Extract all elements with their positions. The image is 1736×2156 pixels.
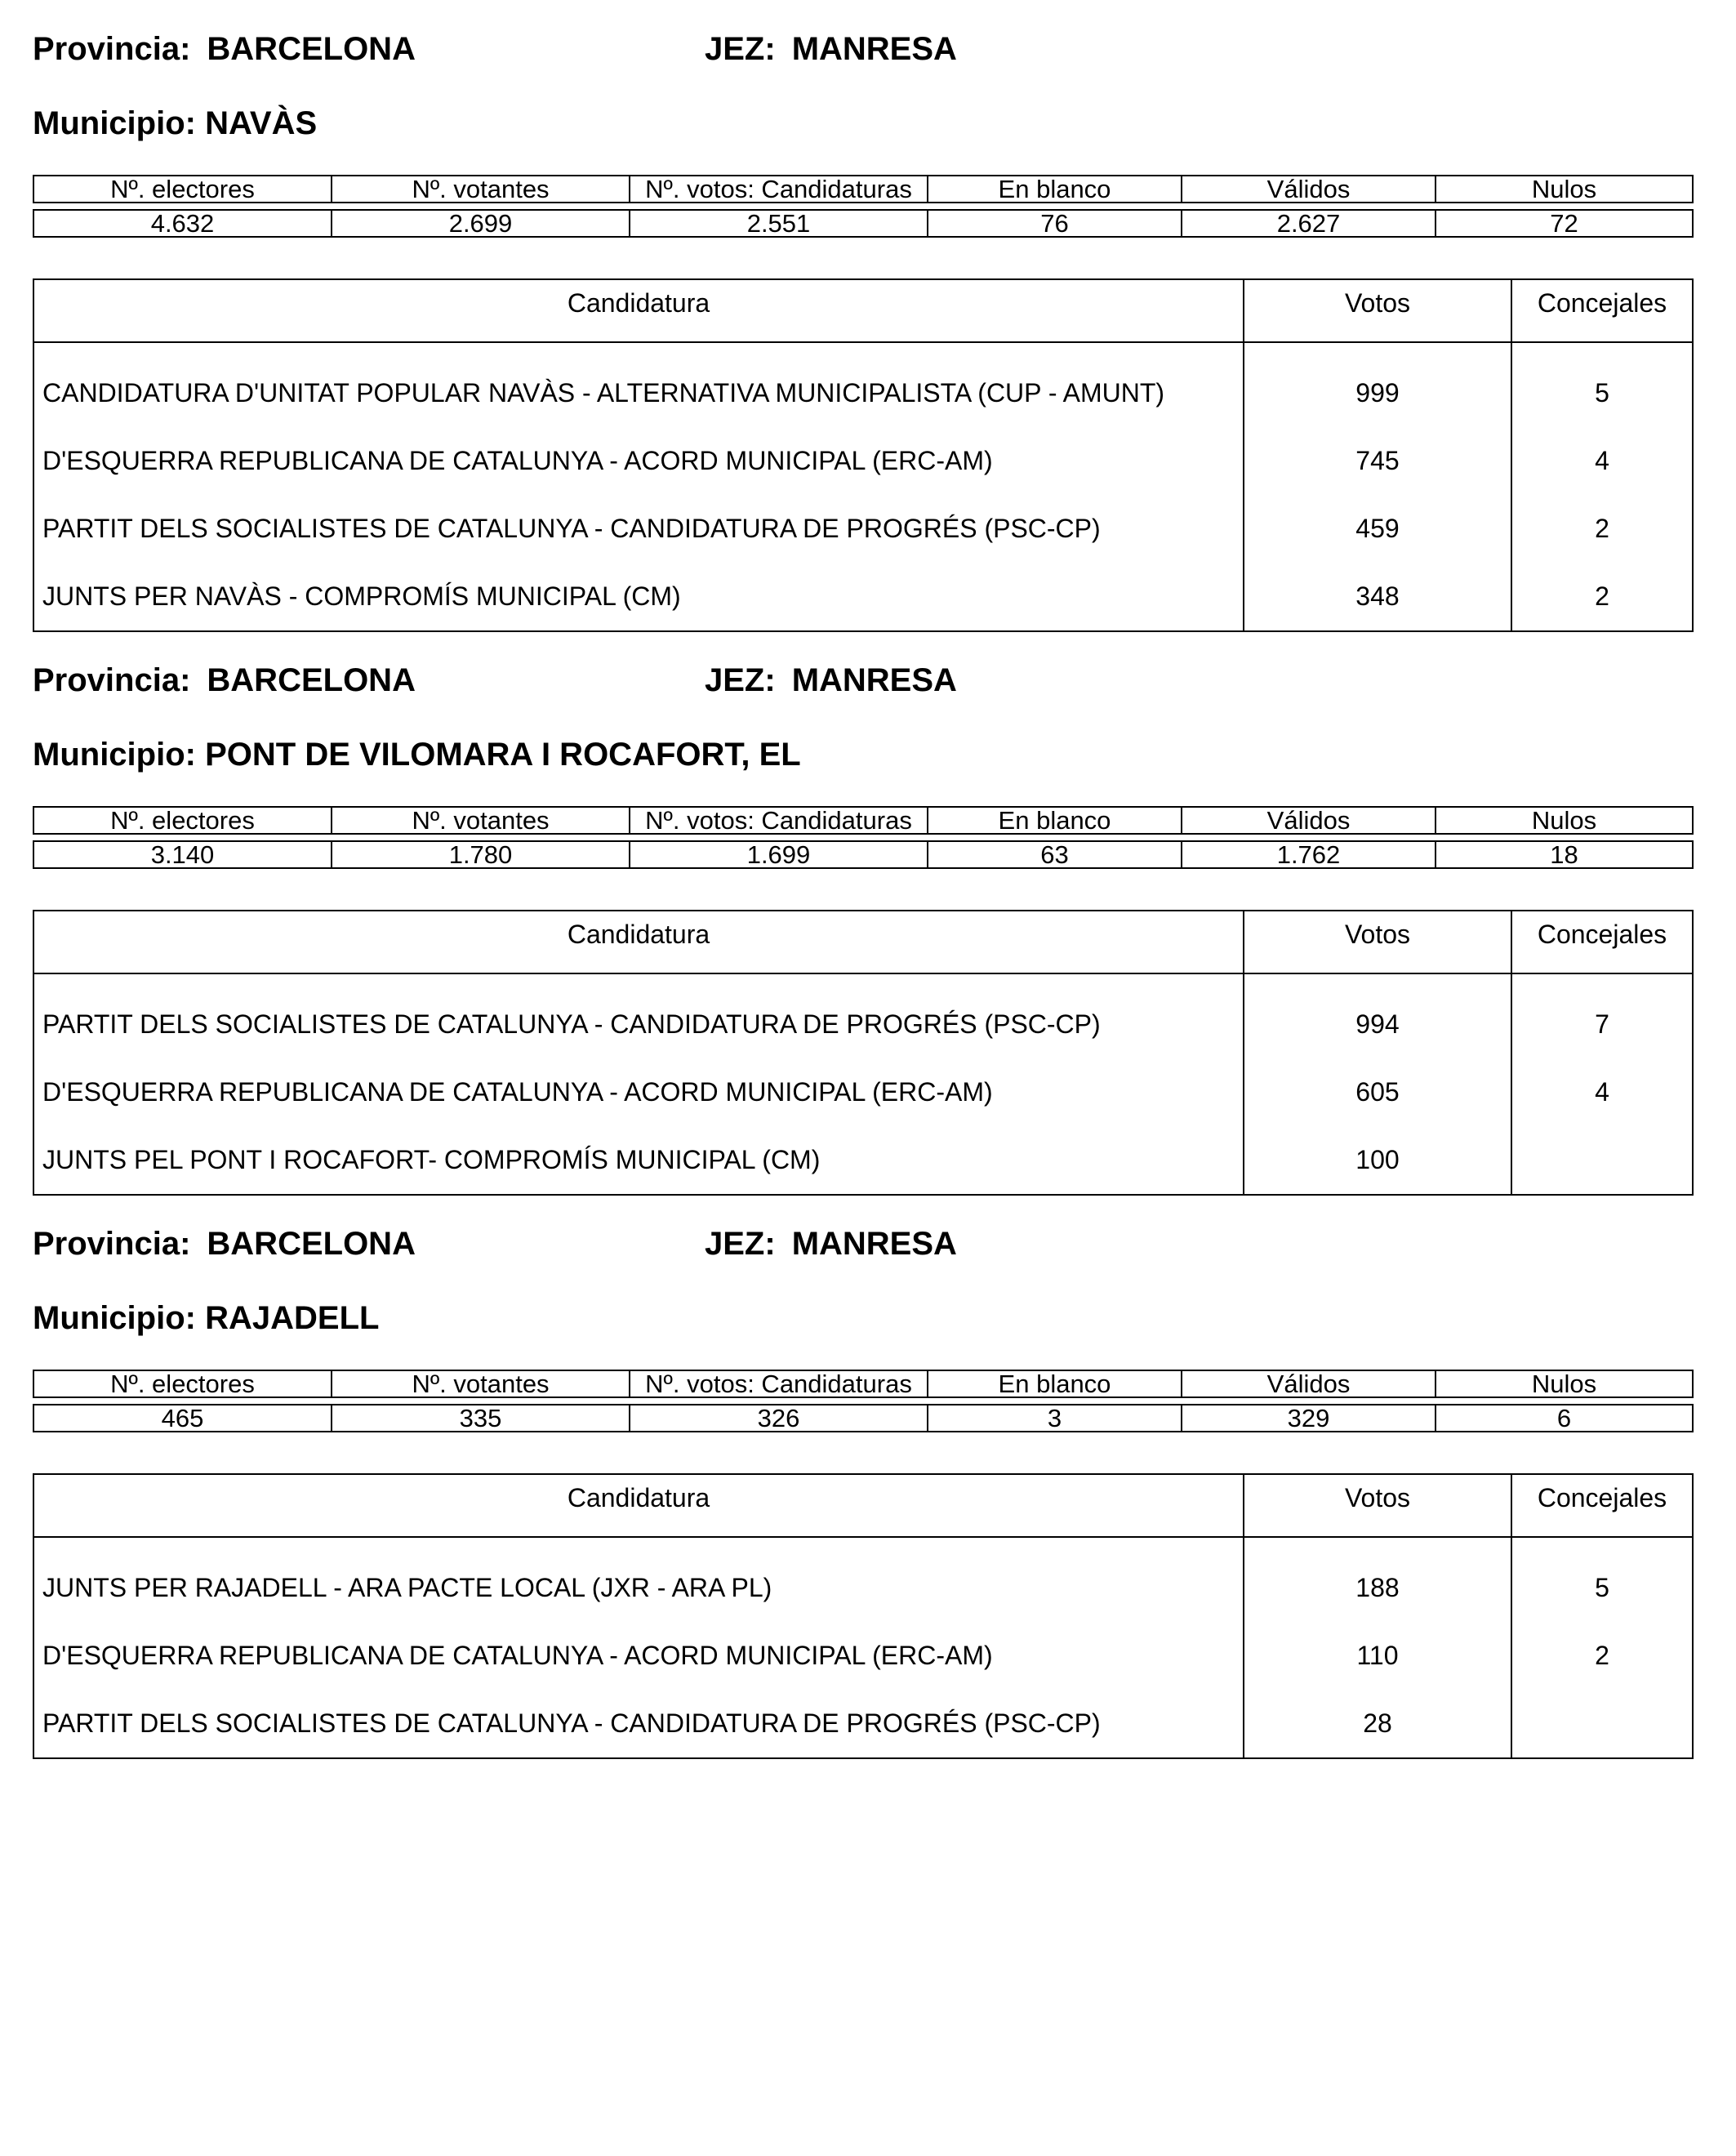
stats-value-nulos: 72 [1436, 210, 1693, 237]
jez-label: JEZ: [705, 662, 776, 698]
municipio-label: Municipio: [33, 105, 196, 141]
stats-header-electores: Nº. electores [33, 176, 332, 203]
stats-header-votantes: Nº. votantes [332, 1370, 630, 1397]
stats-header-validos: Válidos [1182, 807, 1436, 834]
stats-header-en-blanco: En blanco [928, 176, 1182, 203]
candidature-votos: 999 [1244, 342, 1511, 427]
candidatures-table [33, 910, 1694, 1196]
municipio-value: PONT DE VILOMARA I ROCAFORT, EL [205, 737, 801, 773]
stats-header-votos-candidaturas: Nº. votos: Candidaturas [630, 807, 928, 834]
candidatures-table [33, 278, 1694, 632]
candidature-row [33, 973, 1693, 1058]
candidature-votos: 28 [1244, 1690, 1511, 1758]
candidature-row [33, 495, 1693, 563]
candidatures-table [33, 1473, 1694, 1759]
jez-value: MANRESA [791, 31, 957, 67]
candidature-name: JUNTS PER NAVÀS - COMPROMÍS MUNICIPAL (CM) [33, 563, 1244, 631]
stats-header-votantes: Nº. votantes [332, 807, 630, 834]
stats-value-en-blanco: 63 [928, 841, 1182, 868]
stats-header-table [33, 806, 1694, 835]
stats-header-table [33, 175, 1694, 203]
jez-value: MANRESA [791, 1226, 957, 1262]
candidature-name: JUNTS PEL PONT I ROCAFORT- COMPROMÍS MUNICIPAL (CM) [33, 1126, 1244, 1195]
stats-header-en-blanco: En blanco [928, 1370, 1182, 1397]
stats-value-validos: 2.627 [1182, 210, 1436, 237]
stats-header-validos: Válidos [1182, 176, 1436, 203]
municipio-line [33, 1302, 379, 1334]
candidature-concejales: 5 [1511, 1537, 1693, 1622]
candidature-row [33, 1690, 1693, 1758]
jez-line [705, 664, 957, 697]
candidature-name: PARTIT DELS SOCIALISTES DE CATALUNYA - CANDIDATURA DE PROGRÉS (PSC-CP) [33, 495, 1244, 563]
jez-line [705, 1227, 957, 1260]
stats-values-table [33, 209, 1694, 238]
municipio-label: Municipio: [33, 1300, 196, 1336]
cand-header-candidatura: Candidatura [33, 279, 1244, 342]
candidature-votos: 348 [1244, 563, 1511, 631]
cand-header-concejales: Concejales [1511, 911, 1693, 973]
stats-value-en-blanco: 76 [928, 210, 1182, 237]
municipio-value: NAVÀS [205, 105, 318, 141]
candidature-votos: 188 [1244, 1537, 1511, 1622]
stats-value-votos-candidaturas: 1.699 [630, 841, 928, 868]
cand-header-candidatura: Candidatura [33, 911, 1244, 973]
candidature-name: D'ESQUERRA REPUBLICANA DE CATALUNYA - ACORD MUNICIPAL (ERC-AM) [33, 427, 1244, 495]
candidature-concejales: 2 [1511, 495, 1693, 563]
candidature-row [33, 1537, 1693, 1622]
jez-value: MANRESA [791, 662, 957, 698]
candidature-concejales: 4 [1511, 1058, 1693, 1126]
candidature-name: D'ESQUERRA REPUBLICANA DE CATALUNYA - ACORD MUNICIPAL (ERC-AM) [33, 1058, 1244, 1126]
stats-value-votos-candidaturas: 326 [630, 1405, 928, 1432]
municipio-value: RAJADELL [205, 1300, 380, 1336]
candidature-concejales: 7 [1511, 973, 1693, 1058]
candidature-row [33, 1058, 1693, 1126]
candidature-concejales [1511, 1126, 1693, 1195]
stats-value-votantes: 335 [332, 1405, 630, 1432]
municipio-line [33, 738, 801, 771]
candidature-name: JUNTS PER RAJADELL - ARA PACTE LOCAL (JXR - ARA PL) [33, 1537, 1244, 1622]
candidature-votos: 994 [1244, 973, 1511, 1058]
candidature-row [33, 427, 1693, 495]
candidature-concejales: 5 [1511, 342, 1693, 427]
candidature-row [33, 342, 1693, 427]
candidature-row [33, 563, 1693, 631]
candidature-votos: 100 [1244, 1126, 1511, 1195]
provincia-label: Provincia: [33, 662, 191, 698]
cand-header-concejales: Concejales [1511, 1474, 1693, 1537]
candidature-votos: 459 [1244, 495, 1511, 563]
provincia-value: BARCELONA [207, 1226, 416, 1262]
candidature-concejales: 2 [1511, 1622, 1693, 1690]
candidature-concejales: 2 [1511, 563, 1693, 631]
candidature-name: PARTIT DELS SOCIALISTES DE CATALUNYA - CANDIDATURA DE PROGRÉS (PSC-CP) [33, 973, 1244, 1058]
candidature-row [33, 1622, 1693, 1690]
candidature-concejales: 4 [1511, 427, 1693, 495]
cand-header-votos: Votos [1244, 911, 1511, 973]
stats-value-nulos: 18 [1436, 841, 1693, 868]
stats-header-en-blanco: En blanco [928, 807, 1182, 834]
candidature-name: D'ESQUERRA REPUBLICANA DE CATALUNYA - ACORD MUNICIPAL (ERC-AM) [33, 1622, 1244, 1690]
candidature-concejales [1511, 1690, 1693, 1758]
municipio-line [33, 107, 317, 140]
cand-header-votos: Votos [1244, 1474, 1511, 1537]
jez-line [705, 33, 957, 65]
candidature-votos: 110 [1244, 1622, 1511, 1690]
cand-header-votos: Votos [1244, 279, 1511, 342]
stats-value-electores: 4.632 [33, 210, 332, 237]
provincia-value: BARCELONA [207, 662, 416, 698]
provincia-label: Provincia: [33, 31, 191, 67]
cand-header-concejales: Concejales [1511, 279, 1693, 342]
stats-value-electores: 465 [33, 1405, 332, 1432]
candidature-votos: 745 [1244, 427, 1511, 495]
candidature-row [33, 1126, 1693, 1195]
candidature-name: PARTIT DELS SOCIALISTES DE CATALUNYA - CANDIDATURA DE PROGRÉS (PSC-CP) [33, 1690, 1244, 1758]
stats-values-table [33, 840, 1694, 869]
stats-header-nulos: Nulos [1436, 807, 1693, 834]
stats-value-validos: 1.762 [1182, 841, 1436, 868]
provincia-label: Provincia: [33, 1226, 191, 1262]
provincia-line [33, 664, 416, 697]
stats-value-validos: 329 [1182, 1405, 1436, 1432]
candidature-votos: 605 [1244, 1058, 1511, 1126]
cand-header-candidatura: Candidatura [33, 1474, 1244, 1537]
candidature-name: CANDIDATURA D'UNITAT POPULAR NAVÀS - ALTERNATIVA MUNICIPALISTA (CUP - AMUNT) [33, 342, 1244, 427]
stats-values-table [33, 1404, 1694, 1432]
stats-value-nulos: 6 [1436, 1405, 1693, 1432]
stats-header-votantes: Nº. votantes [332, 176, 630, 203]
stats-value-en-blanco: 3 [928, 1405, 1182, 1432]
stats-header-electores: Nº. electores [33, 1370, 332, 1397]
stats-value-votantes: 2.699 [332, 210, 630, 237]
stats-header-nulos: Nulos [1436, 176, 1693, 203]
jez-label: JEZ: [705, 1226, 776, 1262]
provincia-line [33, 33, 416, 65]
jez-label: JEZ: [705, 31, 776, 67]
stats-header-votos-candidaturas: Nº. votos: Candidaturas [630, 1370, 928, 1397]
stats-value-votos-candidaturas: 2.551 [630, 210, 928, 237]
municipio-label: Municipio: [33, 737, 196, 773]
provincia-value: BARCELONA [207, 31, 416, 67]
stats-header-votos-candidaturas: Nº. votos: Candidaturas [630, 176, 928, 203]
stats-header-electores: Nº. electores [33, 807, 332, 834]
provincia-line [33, 1227, 416, 1260]
stats-header-validos: Válidos [1182, 1370, 1436, 1397]
stats-header-table [33, 1370, 1694, 1398]
stats-value-votantes: 1.780 [332, 841, 630, 868]
stats-header-nulos: Nulos [1436, 1370, 1693, 1397]
stats-value-electores: 3.140 [33, 841, 332, 868]
